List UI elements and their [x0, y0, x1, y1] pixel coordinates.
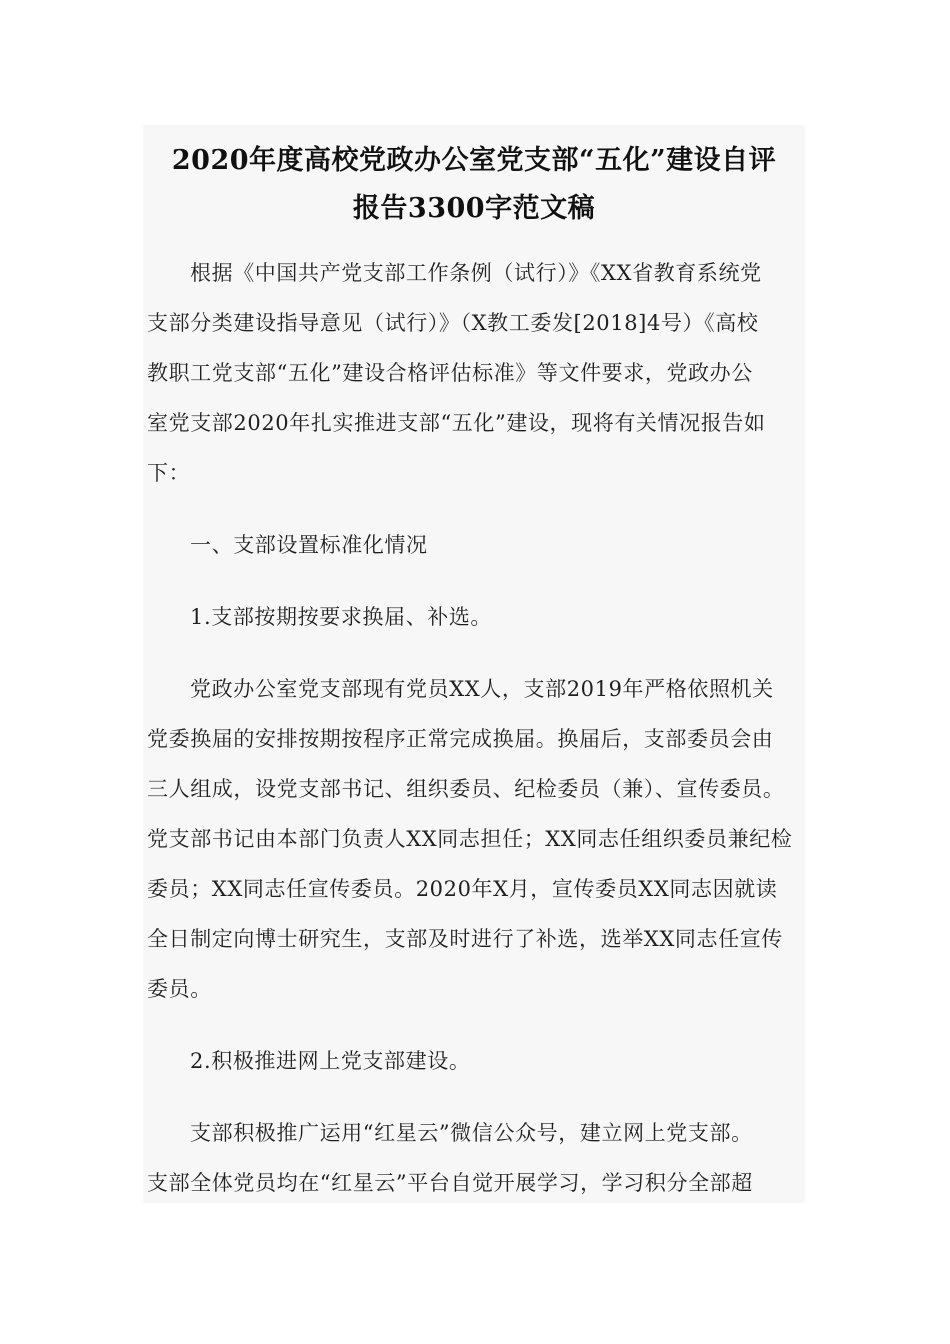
intro-line-1: 根据《中国共产党支部工作条例（试行）》《XX省教育系统党 — [190, 261, 762, 285]
subsection-1-line-1: 党政办公室党支部现有党员XX人，支部2019年严格依照机关 — [190, 677, 774, 701]
section-1-heading: 一、支部设置标准化情况 — [190, 533, 428, 557]
subsection-1-line-4: 党支部书记由本部门负责人XX同志担任；XX同志任组织委员兼纪检 — [147, 827, 793, 851]
subsection-1-line-6: 全日制定向博士研究生，支部及时进行了补选，选举XX同志任宣传 — [147, 927, 783, 951]
intro-line-4: 室党支部2020年扎实推进支部“五化”建设，现将有关情况报告如 — [147, 411, 766, 435]
subsection-2-heading: 2.积极推进网上党支部建设。 — [190, 1049, 471, 1073]
subsection-1-line-7: 委员。 — [147, 977, 212, 1001]
subsection-1-line-5: 委员；XX同志任宣传委员。2020年X月，宣传委员XX同志因就读 — [147, 877, 778, 901]
subsection-1-heading: 1.支部按期按要求换届、补选。 — [190, 605, 493, 629]
document-title-line-2: 报告3300字范文稿 — [352, 193, 596, 224]
document-title-line-1: 2020年度高校党政办公室党支部“五化”建设自评 — [171, 145, 777, 176]
intro-line-5: 下： — [147, 461, 191, 485]
subsection-1-line-3: 三人组成，设党支部书记、组织委员、纪检委员（兼）、宣传委员。 — [147, 777, 785, 801]
subsection-2-line-1: 支部积极推广运用“红星云”微信公众号，建立网上党支部。 — [190, 1121, 753, 1145]
intro-line-2: 支部分类建设指导意见（试行）》（X教工委发[2018]4号）《高校 — [147, 311, 759, 335]
subsection-1-line-2: 党委换届的安排按期按程序正常完成换届。换届后，支部委员会由 — [147, 727, 774, 751]
intro-line-3: 教职工党支部“五化”建设合格评估标准》等文件要求，党政办公 — [147, 361, 753, 385]
document-page — [143, 125, 805, 1203]
subsection-2-line-2: 支部全体党员均在“红星云”平台自觉开展学习，学习积分全部超 — [147, 1171, 753, 1195]
